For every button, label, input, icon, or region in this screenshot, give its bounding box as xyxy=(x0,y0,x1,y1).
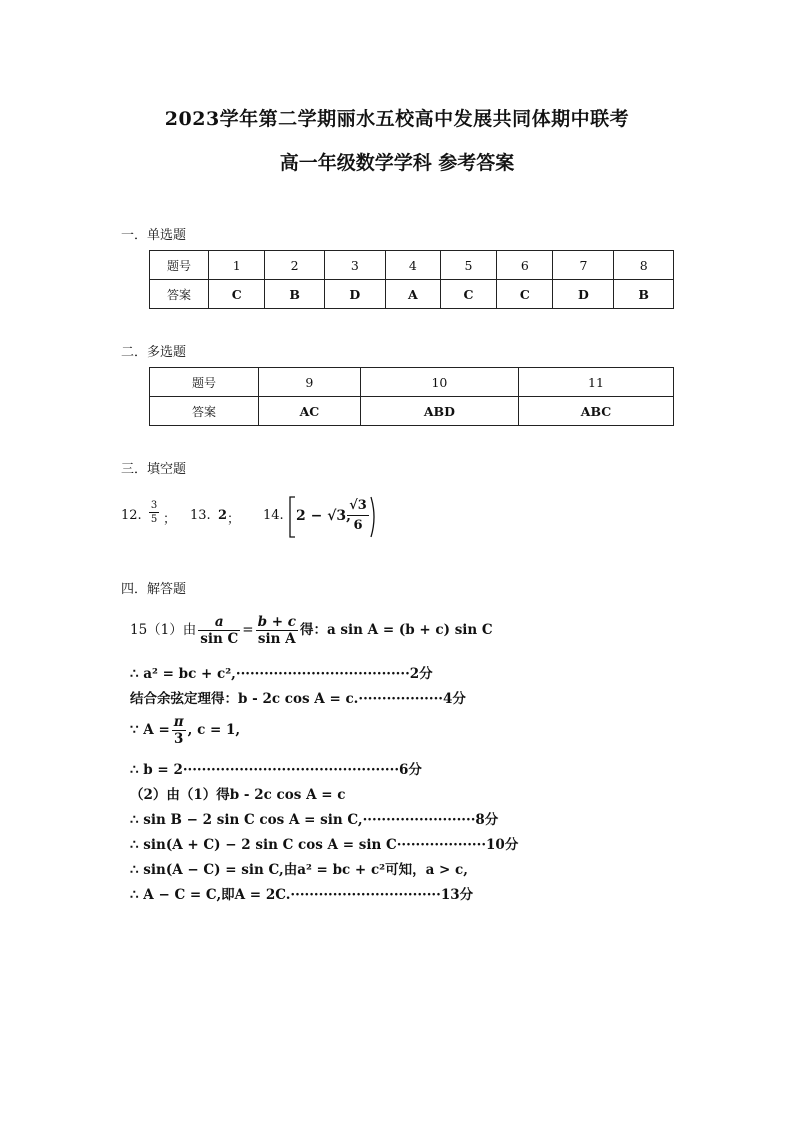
q14-label: 14. xyxy=(263,508,284,523)
row-label: 题号 xyxy=(150,368,259,397)
table-cell: 11 xyxy=(519,368,674,397)
line4-fraction xyxy=(172,714,186,747)
q14-left-value: 2 − √3, xyxy=(296,508,352,524)
line1-prefix: 15（1）由 xyxy=(130,622,197,638)
q12-label: 12. xyxy=(121,508,142,523)
table-row xyxy=(150,397,674,426)
solution-line-7: ∴ sin B − 2 sin C cos A = sin C,························8分 xyxy=(130,812,499,828)
row-label: 题号 xyxy=(150,251,209,280)
table-cell: 10 xyxy=(360,368,518,397)
solution-line-4 xyxy=(130,714,240,747)
fraction-denominator: 3 xyxy=(174,731,184,747)
line1-equals: = xyxy=(242,622,254,638)
solution-line-3: 结合余弦定理得：b - 2c cos A = c.··················4分 xyxy=(130,691,466,707)
solution-line-8: ∴ sin(A + C) − 2 sin C cos A = sin C···················10分 xyxy=(130,837,519,853)
section-heading-single-choice: 一．单选题 xyxy=(121,228,187,243)
solution-line-1 xyxy=(130,614,493,647)
table-cell: D xyxy=(553,280,614,309)
fraction-numerator: b + c xyxy=(257,614,296,630)
fraction-numerator: π xyxy=(173,714,184,730)
solution-line-10: ∴ A − C = C,即A = 2C.································13分 xyxy=(130,887,474,903)
fraction-denominator: sin A xyxy=(257,631,296,647)
page-title: 2023学年第二学期丽水五校高中发展共同体期中联考 xyxy=(164,108,630,130)
table-cell: 4 xyxy=(385,251,440,280)
table-cell: 7 xyxy=(553,251,614,280)
row-label: 答案 xyxy=(150,397,259,426)
q14-interval xyxy=(287,494,379,540)
solution-line-2: ∴ a² = bc + c²,·····································2分 xyxy=(130,666,433,682)
row-label: 答案 xyxy=(150,280,209,309)
table-row xyxy=(150,251,674,280)
page-subtitle: 高一年级数学学科 参考答案 xyxy=(279,152,515,174)
table-cell: D xyxy=(324,280,385,309)
q12-fraction xyxy=(149,499,159,526)
table-row xyxy=(150,280,674,309)
multi-choice-table xyxy=(149,367,674,426)
q12-numerator: 3 xyxy=(150,500,158,511)
fraction-denominator: sin C xyxy=(200,631,239,647)
table-cell: A xyxy=(385,280,440,309)
table-cell: 1 xyxy=(209,251,265,280)
solution-line-5: ∴ b = 2··············································6分 xyxy=(130,762,422,778)
table-cell: ABD xyxy=(360,397,518,426)
line4-prefix: ∵ A = xyxy=(130,722,170,738)
line1-fraction-1 xyxy=(198,614,240,647)
line4-suffix: , c = 1, xyxy=(187,722,241,738)
q13-answer: 2 xyxy=(218,508,228,523)
solution-line-9: ∴ sin(A − C) = sin C,由a² = bc + c²可知，a > c, xyxy=(130,862,468,878)
q12-separator: ； xyxy=(163,512,177,527)
section-heading-fill-blank: 三．填空题 xyxy=(121,462,187,477)
table-cell: B xyxy=(614,280,674,309)
table-cell: 9 xyxy=(259,368,361,397)
table-cell: 2 xyxy=(265,251,325,280)
table-cell: C xyxy=(440,280,496,309)
table-cell: AC xyxy=(259,397,361,426)
q14-denominator: 6 xyxy=(353,518,363,533)
q14-fraction xyxy=(347,496,369,535)
table-cell: ABC xyxy=(519,397,674,426)
q13-separator: ； xyxy=(227,512,241,527)
line1-suffix: 得：a sin A = (b + c) sin C xyxy=(299,622,493,638)
single-choice-table xyxy=(149,250,674,309)
q13-label: 13. xyxy=(190,508,211,523)
table-cell: 6 xyxy=(497,251,553,280)
table-cell: 8 xyxy=(614,251,674,280)
fraction-numerator: a xyxy=(198,614,240,631)
table-cell: C xyxy=(209,280,265,309)
table-cell: C xyxy=(497,280,553,309)
line1-fraction-2 xyxy=(256,614,298,647)
section-heading-multi-choice: 二．多选题 xyxy=(121,345,187,360)
section-heading-solutions: 四．解答题 xyxy=(121,582,187,597)
q12-denominator: 5 xyxy=(150,514,158,525)
table-cell: 5 xyxy=(440,251,496,280)
q14-numerator: √3 xyxy=(347,496,369,516)
table-row xyxy=(150,368,674,397)
table-cell: 3 xyxy=(324,251,385,280)
solution-line-6: （2）由（1）得b - 2c cos A = c xyxy=(130,787,346,803)
table-cell: B xyxy=(265,280,325,309)
